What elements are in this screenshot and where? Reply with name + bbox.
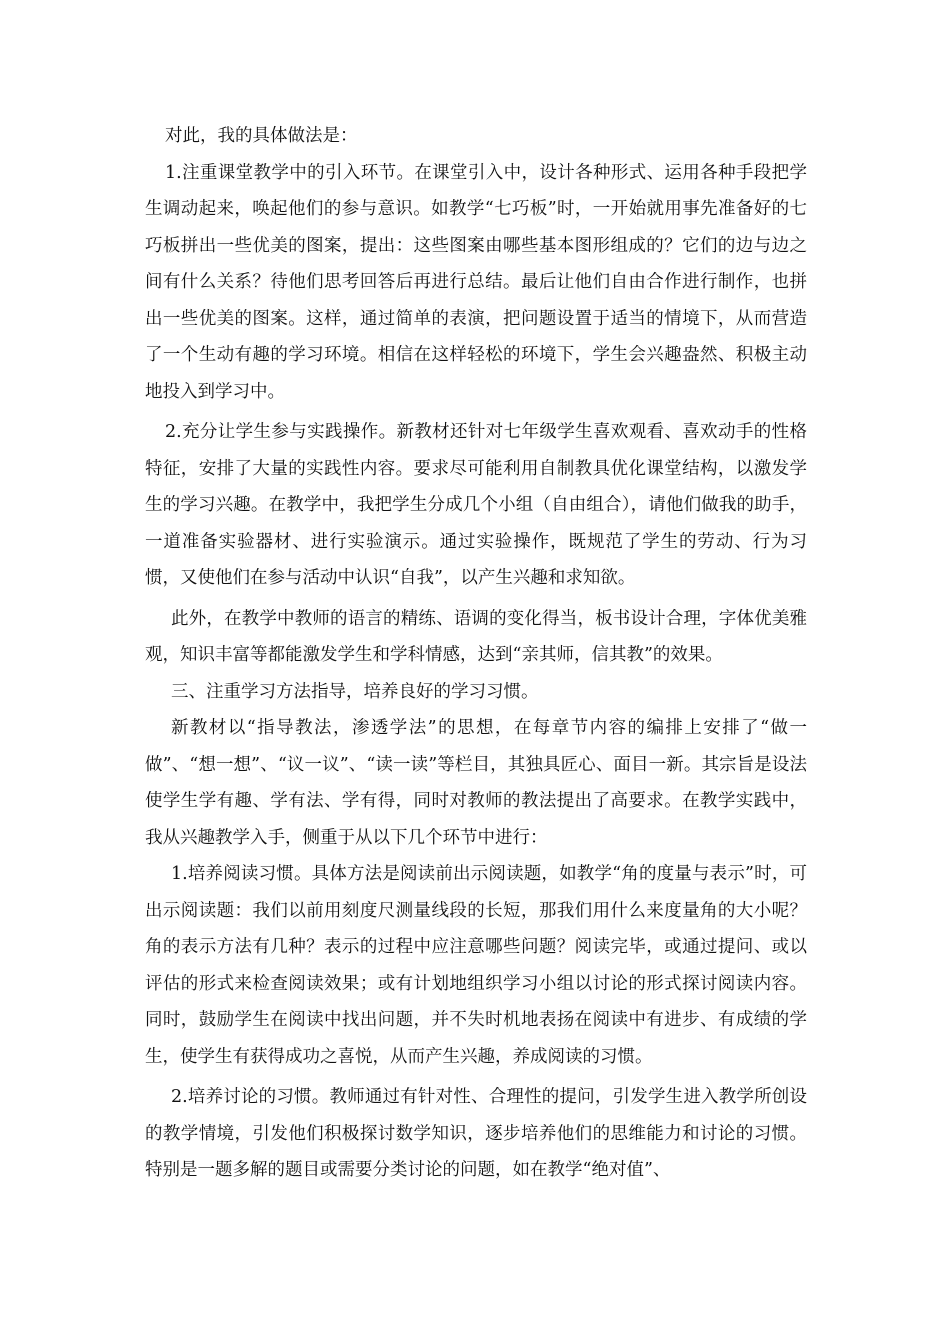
section-heading-3: 三、注重学习方法指导，培养良好的学习习惯。: [171, 681, 539, 702]
paragraph-new-textbook: 新教材以“指导教法，渗透学法”的思想，在每章节内容的编排上安排了“做一做”、“想一想”、“议一议”、“读一读”等栏目，其独具匠心、面目一新。其宗旨是设法使学生学有趣、学有法、学有得，同时对教师的教法提出了高要求。在教学实践中，我从兴趣教学入手，侧重于从以下几个环节中进行：: [145, 718, 807, 848]
paragraph-point-2-practice: 2.充分让学生参与实践操作。新教材还针对七年级学生喜欢观看、喜欢动手的性格特征，安排了大量的实践性内容。要求尽可能利用自制教具优化课堂结构，以激发学生的学习兴趣。在教学中，我把学生分成几个小组（自由组合），请他们做我的助手，一道准备实验器材、进行实验演示。通过实验操作，既规范了学生的劳动、行为习惯，又使他们在参与活动中认识“自我”，以产生兴趣和求知欲。: [145, 422, 807, 588]
document-body: [145, 118, 807, 1189]
paragraph-discussion-habit: 2.培养讨论的习惯。教师通过有针对性、合理性的提问，引发学生进入教学所创设的教学情境，引发他们积极探讨数学知识，逐步培养他们的思维能力和讨论的习惯。特别是一题多解的题目或需要分类讨论的问题，如在教学“绝对值”、: [145, 1087, 807, 1180]
paragraph-teacher-language: 此外，在教学中教师的语言的精练、语调的变化得当，板书设计合理，字体优美雅观，知识丰富等都能激发学生和学科情感，达到“亲其师，信其教”的效果。: [145, 608, 807, 665]
paragraph-intro: 对此，我的具体做法是：: [165, 126, 358, 146]
paragraph-reading-habit: 1.培养阅读习惯。具体方法是阅读前出示阅读题，如教学“角的度量与表示”时，可出示阅读题：我们以前用刻度尺测量线段的长短，那我们用什么来度量角的大小呢？ 角的表示方法有几种？表示的过程中应注意哪些问题？阅读完毕，或通过提问、或以评估的形式来检查阅读效果；或有计划地组织学习小组以讨论的形式探讨阅读内容。同时，鼓励学生在阅读中找出问题，并不失时机地表扬在阅读中有进步、有成绩的学生，使学生有获得成功之喜悦，从而产生兴趣，养成阅读的习惯。: [145, 864, 807, 1067]
paragraph-point-1-introduction: 1.注重课堂教学中的引入环节。在课堂引入中，设计各种形式、运用各种手段把学生调动起来，唤起他们的参与意识。如教学“七巧板”时，一开始就用事先准备好的七巧板拼出一些优美的图案，提出：这些图案由哪些基本图形组成的？它们的边与边之间有什么关系？待他们思考回答后再进行总结。最后让他们自由合作进行制作，也拼出一些优美的图案。这样，通过简单的表演，把问题设置于适当的情境下，从而营造了一个生动有趣的学习环境。相信在这样轻松的环境下，学生会兴趣盎然、积极主动地投入到学习中。: [145, 162, 807, 402]
